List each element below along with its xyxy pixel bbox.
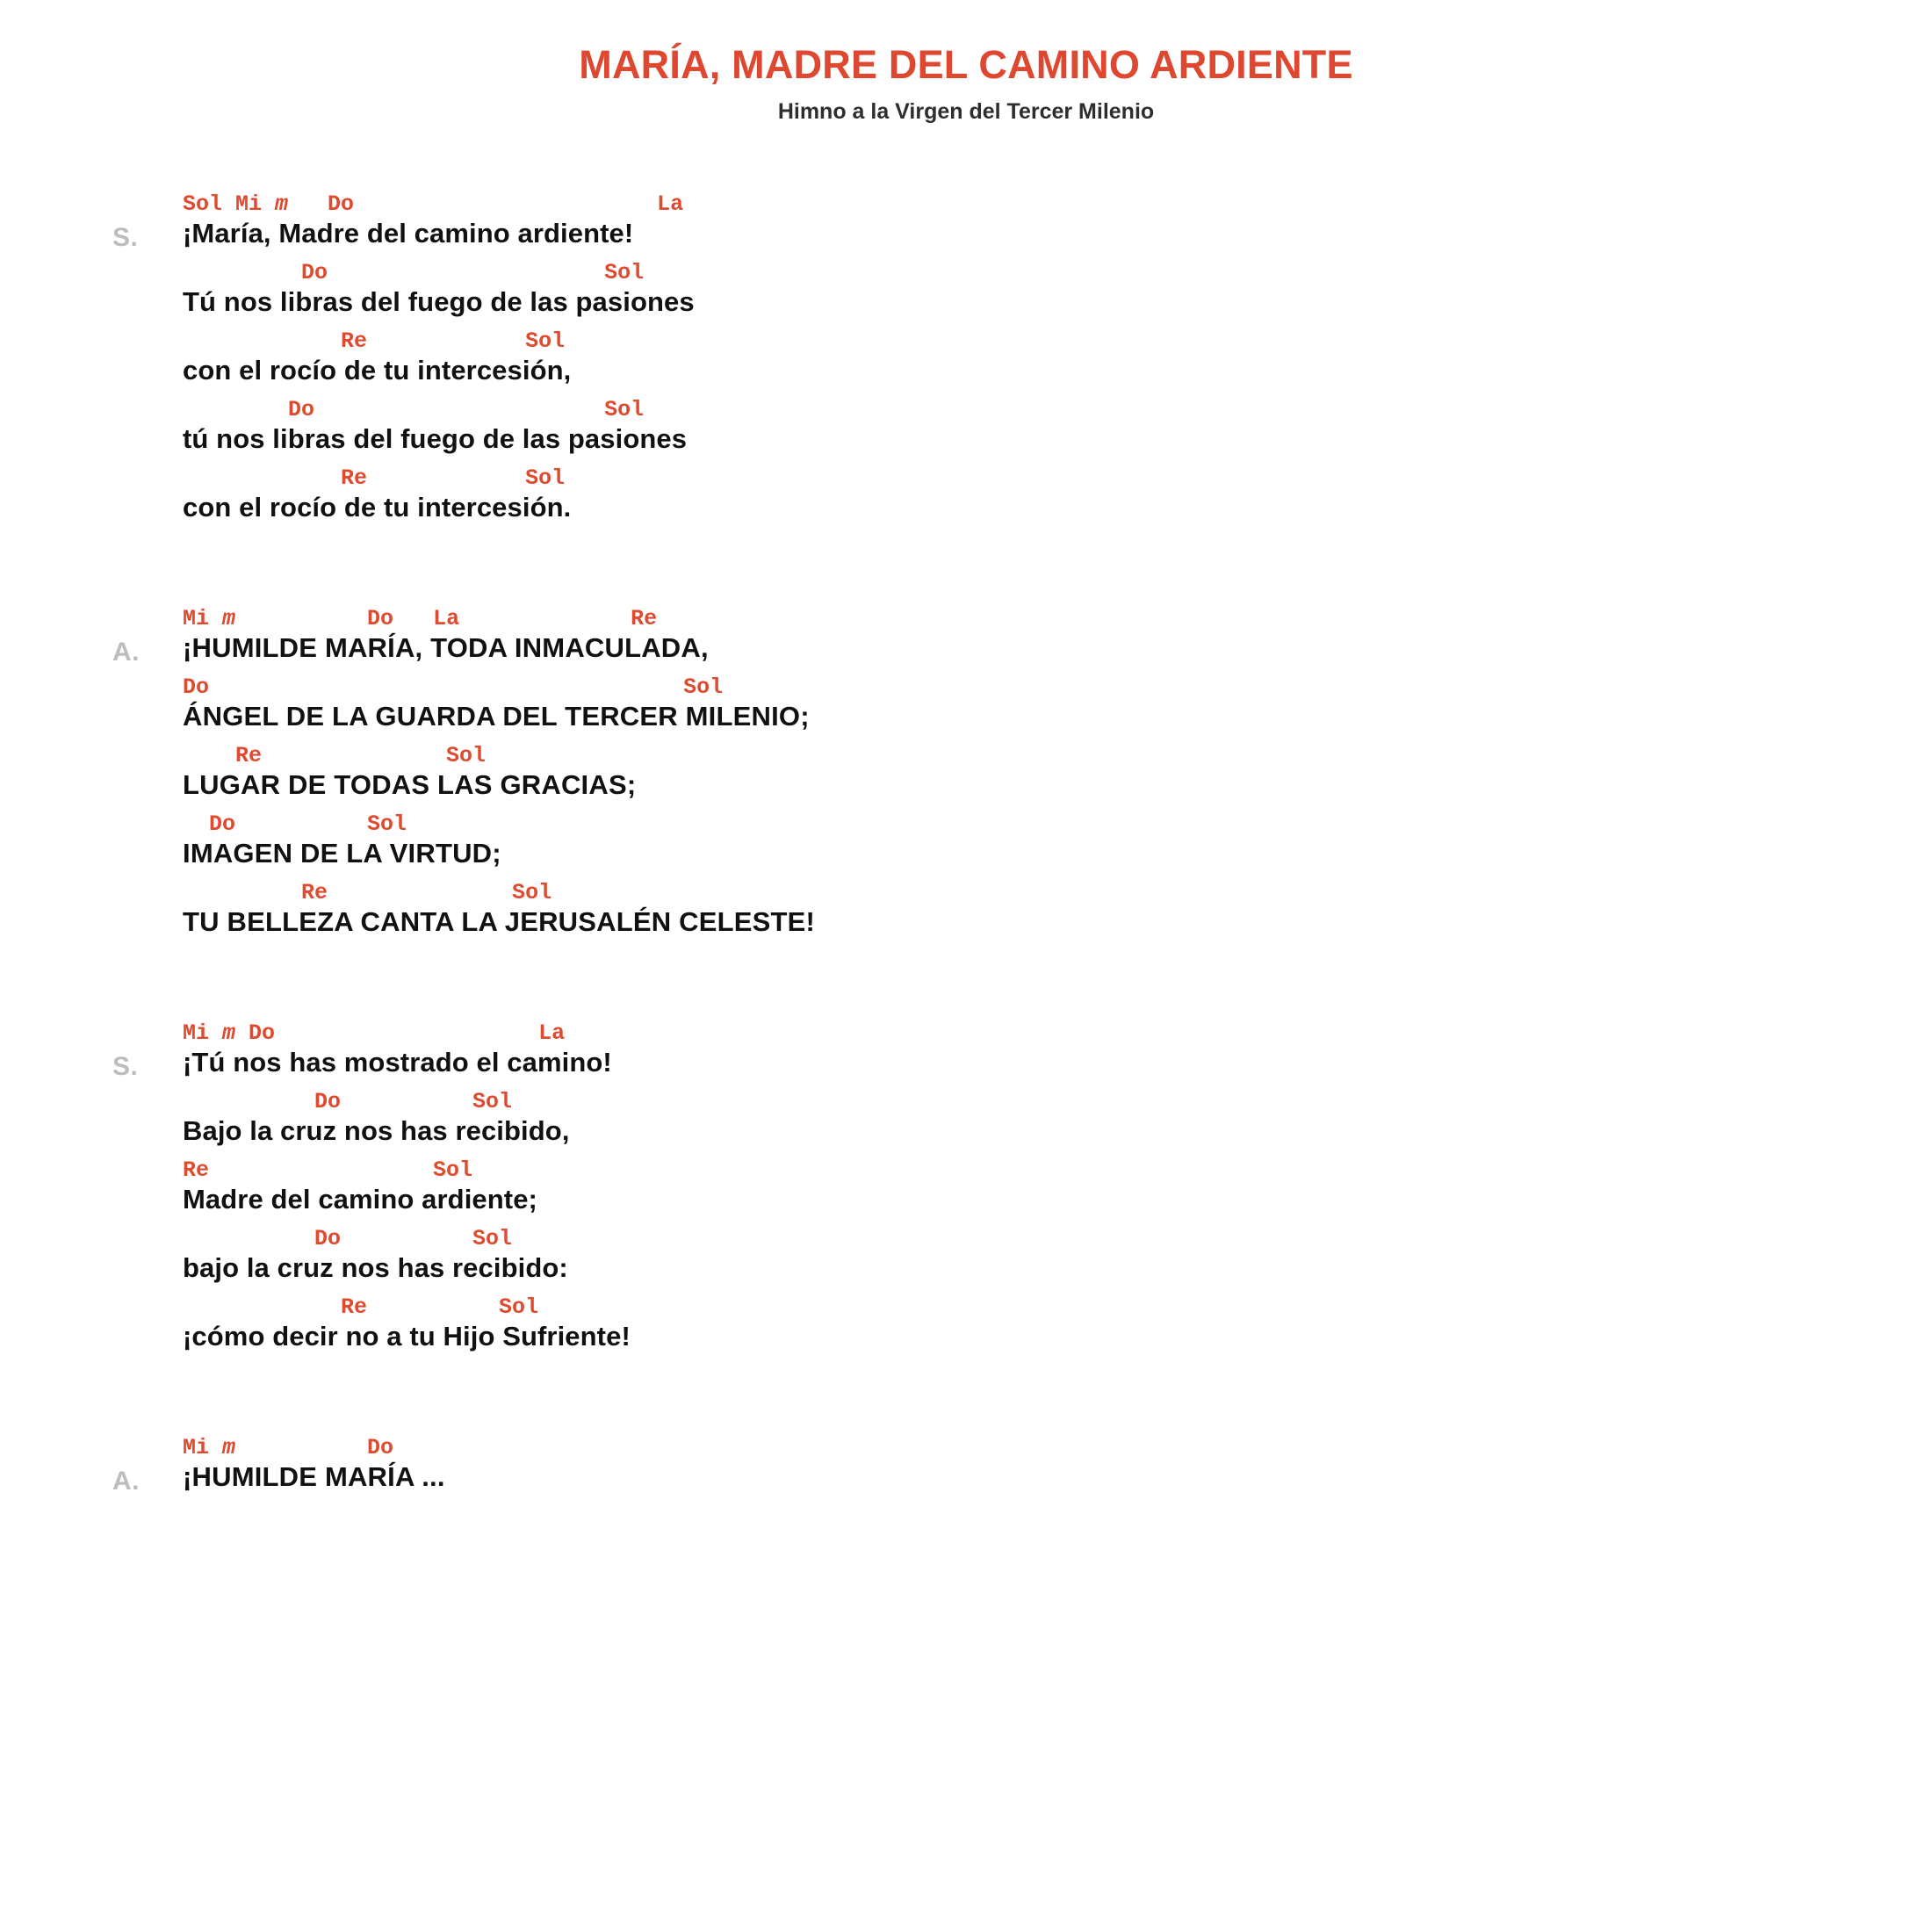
lyric-line: ¡HUMILDE MARÍA, TODA INMACULADA,	[183, 632, 709, 663]
chord-lyric-pair	[0, 1437, 1932, 1505]
lyric-line: IMAGEN DE LA VIRTUD;	[183, 838, 501, 869]
chord-line: Do Sol	[183, 811, 407, 837]
chord-line: Do Sol	[183, 1226, 513, 1251]
chord-text: Mi	[183, 1020, 223, 1046]
chord-text: Sol Mi	[183, 191, 276, 217]
chord-text: Do La	[288, 191, 684, 217]
chord-lyric-pair	[0, 882, 1932, 950]
chord-minor-suffix: m	[222, 606, 236, 631]
chord-lyric-pair	[0, 193, 1932, 262]
chord-lyric-pair	[0, 1159, 1932, 1228]
chord-lyric-pair	[0, 1228, 1932, 1296]
chord-text: Mi	[183, 606, 223, 631]
lyric-line: tú nos libras del fuego de las pasiones	[183, 423, 688, 454]
page-subtitle: Himno a la Virgen del Tercer Milenio	[777, 98, 1155, 124]
chord-line: Re Sol	[183, 465, 566, 491]
chord-line: Re Sol	[183, 743, 487, 768]
lyric-line: ¡Tú nos has mostrado el camino!	[183, 1047, 612, 1078]
chord-line	[183, 1437, 1932, 1463]
lyric-line: TU BELLEZA CANTA LA JERUSALÉN CELESTE!	[183, 906, 816, 937]
stanza	[0, 608, 1932, 950]
lyric-line: bajo la cruz nos has recibido:	[183, 1252, 568, 1283]
chord-minor-suffix: m	[222, 1020, 236, 1046]
chord-line: Do Sol	[183, 1089, 513, 1114]
chord-lyric-pair	[0, 813, 1932, 882]
lyric-line: LUGAR DE TODAS LAS GRACIAS;	[183, 769, 637, 800]
chord-lyric-pair	[0, 1296, 1932, 1365]
chord-line	[183, 1022, 1932, 1049]
lyric-line: ¡HUMILDE MARÍA ...	[183, 1461, 445, 1492]
lyric-line: con el rocío de tu intercesión.	[183, 492, 572, 523]
page-title: MARÍA, MADRE DEL CAMINO ARDIENTE	[579, 42, 1353, 87]
chord-text: Do La	[235, 1020, 566, 1046]
chord-lyric-pair	[0, 1091, 1932, 1159]
chord-line: Re Sol	[183, 1157, 473, 1183]
chord-text: Do	[235, 1435, 394, 1460]
chord-lyric-pair	[0, 467, 1932, 536]
lyric-line: con el rocío de tu intercesión,	[183, 355, 572, 386]
song-body	[0, 193, 1932, 1505]
chord-lyric-pair	[0, 745, 1932, 813]
chord-line: Do Sol	[183, 397, 645, 422]
speaker-marker: S.	[112, 1052, 139, 1081]
chord-lyric-pair	[0, 399, 1932, 467]
chord-minor-suffix: m	[275, 191, 289, 217]
stanza	[0, 1022, 1932, 1365]
stanza	[0, 193, 1932, 536]
chord-line: Re Sol	[183, 880, 552, 905]
lyric-line: Tú nos libras del fuego de las pasiones	[183, 286, 695, 317]
chord-lyric-pair	[0, 676, 1932, 745]
speaker-marker: A.	[112, 1467, 140, 1496]
chord-line: Do Sol	[183, 260, 645, 285]
chord-text: Do La Re	[235, 606, 658, 631]
lyric-line: Bajo la cruz nos has recibido,	[183, 1115, 570, 1146]
chord-line: Re Sol	[183, 1294, 539, 1320]
speaker-marker: A.	[112, 638, 140, 667]
chord-lyric-pair	[0, 608, 1932, 676]
lyric-line: ¡María, Madre del camino ardiente!	[183, 218, 634, 249]
chord-line	[183, 608, 1932, 634]
chord-line: Do Sol	[183, 674, 724, 700]
stanza	[0, 1437, 1932, 1505]
chord-line: Re Sol	[183, 328, 566, 354]
lyric-line: Madre del camino ardiente;	[183, 1184, 537, 1215]
chord-lyric-pair	[0, 262, 1932, 330]
chord-lyric-pair	[0, 330, 1932, 399]
chord-line	[183, 193, 1932, 220]
chord-minor-suffix: m	[222, 1435, 236, 1460]
chord-text: Mi	[183, 1435, 223, 1460]
lyric-line: ÁNGEL DE LA GUARDA DEL TERCER MILENIO;	[183, 701, 810, 732]
lyric-line: ¡cómo decir no a tu Hijo Sufriente!	[183, 1321, 631, 1352]
chord-lyric-pair	[0, 1022, 1932, 1091]
document-header	[0, 44, 1932, 124]
speaker-marker: S.	[112, 223, 139, 252]
